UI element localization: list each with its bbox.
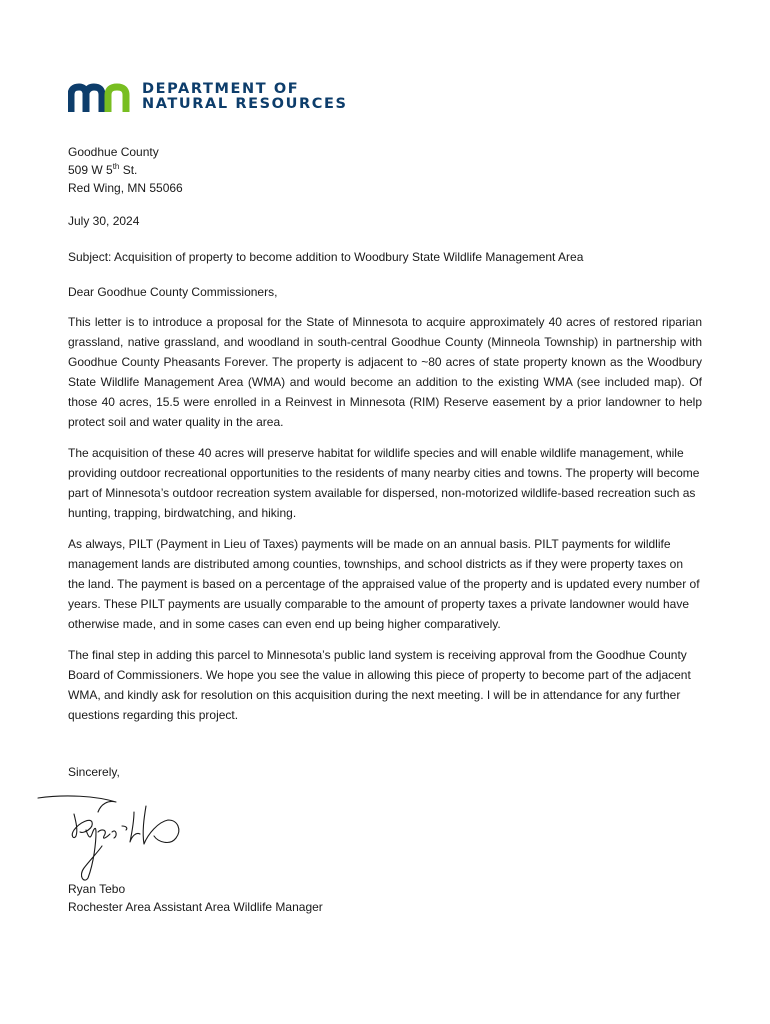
recipient-street [68,161,137,180]
signer-name: Ryan Tebo [68,882,126,896]
recipient-city: Red Wing, MN 55066 [68,181,183,195]
paragraph-intro: This letter is to introduce a proposal for the State of Minnesota to acquire approximately 40 acres of restored riparian grassland, native grassland, and woodland in south-central Goodhue County (Minneola Township) in partnership with Goodhue County Pheasants Forever. The property is adjacent to ~80 acres of state property known as the Woodbury State Wildlife Management Area (WMA) and would become an addition to the existing WMA (see included map). Of those 40 acres, 15.5 were enrolled in a Reinvest in Minnesota (RIM) Reserve easement by a prior landowner to help protect soil and water quality in the area. [68,315,702,429]
mn-logo-icon [68,82,134,114]
paragraph-request: The final step in adding this parcel to Minnesota’s public land system is receiving approval from the Goodhue County Board of Commissioners. We hope you see the value in allowing this piece of property to become part of the adjacent WMA, and kindly ask for resolution on this acquisition during the next meeting. I will be in attendance for any further questions regarding this project. [68,648,691,722]
paragraph-pilt: As always, PILT (Payment in Lieu of Taxes) payments will be made on an annual basis. PILT payments for wildlife management lands are distributed among counties, townships, and school districts as if they were property taxes on the land. The payment is based on a percentage of the appraised value of the property and is updated every number of years. These PILT payments are usually comparable to the amount of property taxes a private landowner would have otherwise made, and in some cases can even end up being higher comparatively. [68,537,700,631]
salutation: Dear Goodhue County Commissioners, [68,285,278,299]
dnr-logo [68,82,348,114]
paragraph-habitat: The acquisition of these 40 acres will preserve habitat for wildlife species and will enable wildlife management, while providing outdoor recreational opportunities to the residents of many nearby cities and towns. The property will become part of Minnesota’s outdoor recreation system available for dispersed, non-motorized wildlife-based recreation such as hunting, trapping, birdwatching, and hiking. [68,446,700,520]
dnr-wordmark [142,82,348,112]
letter-subject: Subject: Acquisition of property to become addition to Woodbury State Wildlife Management Area [68,250,584,264]
wordmark-line-2: NATURAL RESOURCES [142,96,348,112]
recipient-name: Goodhue County [68,145,159,159]
letter-date: July 30, 2024 [68,214,140,228]
signer-title: Rochester Area Assistant Area Wildlife Manager [68,900,323,914]
closing: Sincerely, [68,765,120,779]
street-ordinal: th [112,162,120,171]
street-number: 509 W 5 [68,163,113,177]
wordmark-line-1: DEPARTMENT OF [142,81,300,97]
signature-image [36,792,186,884]
street-suffix: St. [119,163,138,177]
